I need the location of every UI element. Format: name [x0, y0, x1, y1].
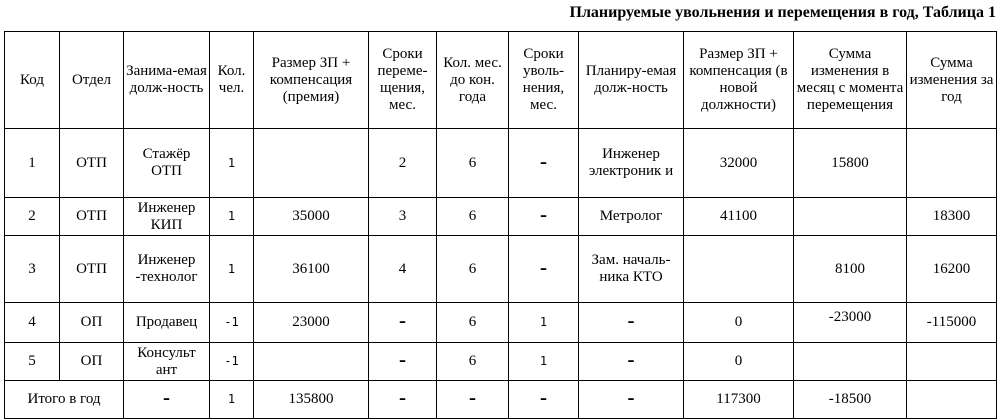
table-row [5, 198, 997, 236]
header-code: Код [5, 32, 60, 129]
cell-monthly-change: 8100 [794, 236, 907, 303]
cell-count: -1 [210, 303, 254, 343]
cell-move-terms: 2 [369, 129, 437, 198]
cell-position: Консульт ант [124, 343, 210, 381]
cell-monthly-change: 15800 [794, 129, 907, 198]
cell-salary: 23000 [254, 303, 369, 343]
cell-months-left: 6 [437, 343, 509, 381]
cell-move-terms: – [369, 303, 437, 343]
total-monthly-change: -18500 [794, 381, 907, 419]
cell-dept: ОТП [60, 129, 124, 198]
cell-position: Инженер -технолог [124, 236, 210, 303]
cell-count: 1 [210, 236, 254, 303]
total-planned-position: – [579, 381, 684, 419]
total-position: – [124, 381, 210, 419]
cell-dept: ОТП [60, 198, 124, 236]
cell-dismiss-terms: – [509, 198, 579, 236]
total-months-left: – [437, 381, 509, 419]
cell-move-terms: 3 [369, 198, 437, 236]
cell-yearly-change: 16200 [907, 236, 997, 303]
cell-monthly-change [794, 343, 907, 381]
cell-code: 5 [5, 343, 60, 381]
total-row [5, 381, 997, 419]
cell-position: Инженер КИП [124, 198, 210, 236]
cell-count: -1 [210, 343, 254, 381]
header-row [5, 32, 997, 129]
cell-yearly-change [907, 129, 997, 198]
cell-planned-position: Зам. началь-ника КТО [579, 236, 684, 303]
cell-yearly-change: 18300 [907, 198, 997, 236]
cell-salary [254, 343, 369, 381]
cell-salary: 36100 [254, 236, 369, 303]
cell-code: 1 [5, 129, 60, 198]
cell-planned-position: – [579, 343, 684, 381]
staff-movement-table [4, 31, 997, 419]
cell-planned-position: – [579, 303, 684, 343]
cell-dismiss-terms: – [509, 129, 579, 198]
header-position: Занима-емая долж-ность [124, 32, 210, 129]
header-new-salary: Размер ЗП + компенсация (в новой должности) [684, 32, 794, 129]
cell-new-salary: 41100 [684, 198, 794, 236]
cell-dismiss-terms: – [509, 236, 579, 303]
cell-months-left: 6 [437, 198, 509, 236]
cell-new-salary: 32000 [684, 129, 794, 198]
cell-yearly-change: -115000 [907, 303, 997, 343]
cell-position: Продавец [124, 303, 210, 343]
total-dismiss-terms: – [509, 381, 579, 419]
header-planned-position: Планиру-емая долж-ность [579, 32, 684, 129]
table-row [5, 303, 997, 343]
header-yearly-change: Сумма изменения за год [907, 32, 997, 129]
cell-dismiss-terms: 1 [509, 303, 579, 343]
cell-position: Стажёр ОТП [124, 129, 210, 198]
cell-code: 3 [5, 236, 60, 303]
table-row [5, 236, 997, 303]
table-caption: Планируемые увольнения и перемещения в год, Таблица 1 [569, 4, 996, 21]
total-move-terms: – [369, 381, 437, 419]
cell-dept: ОП [60, 303, 124, 343]
cell-dept: ОП [60, 343, 124, 381]
cell-monthly-change [794, 198, 907, 236]
cell-count: 1 [210, 129, 254, 198]
header-salary: Размер ЗП + компенсация (премия) [254, 32, 369, 129]
total-yearly-change [907, 381, 997, 419]
total-new-salary: 117300 [684, 381, 794, 419]
cell-code: 2 [5, 198, 60, 236]
cell-salary [254, 129, 369, 198]
cell-yearly-change [907, 343, 997, 381]
cell-dismiss-terms: 1 [509, 343, 579, 381]
total-salary: 135800 [254, 381, 369, 419]
cell-move-terms: – [369, 343, 437, 381]
cell-new-salary: 0 [684, 303, 794, 343]
header-monthly-change: Сумма изменения в месяц с момента перемещения [794, 32, 907, 129]
cell-salary: 35000 [254, 198, 369, 236]
cell-planned-position: Метролог [579, 198, 684, 236]
cell-months-left: 6 [437, 236, 509, 303]
cell-count: 1 [210, 198, 254, 236]
header-count: Кол. чел. [210, 32, 254, 129]
header-dept: Отдел [60, 32, 124, 129]
cell-monthly-change: -23000 [794, 303, 907, 343]
table-row [5, 343, 997, 381]
cell-new-salary [684, 236, 794, 303]
cell-new-salary: 0 [684, 343, 794, 381]
cell-dept: ОТП [60, 236, 124, 303]
header-move-terms: Сроки переме-щения, мес. [369, 32, 437, 129]
cell-months-left: 6 [437, 129, 509, 198]
header-dismiss-terms: Сроки уволь-нения, мес. [509, 32, 579, 129]
header-months-left: Кол. мес. до кон. года [437, 32, 509, 129]
total-count: 1 [210, 381, 254, 419]
cell-months-left: 6 [437, 303, 509, 343]
table-row [5, 129, 997, 198]
cell-move-terms: 4 [369, 236, 437, 303]
total-label: Итого в год [5, 381, 124, 419]
cell-code: 4 [5, 303, 60, 343]
cell-planned-position: Инженер электроник и [579, 129, 684, 198]
